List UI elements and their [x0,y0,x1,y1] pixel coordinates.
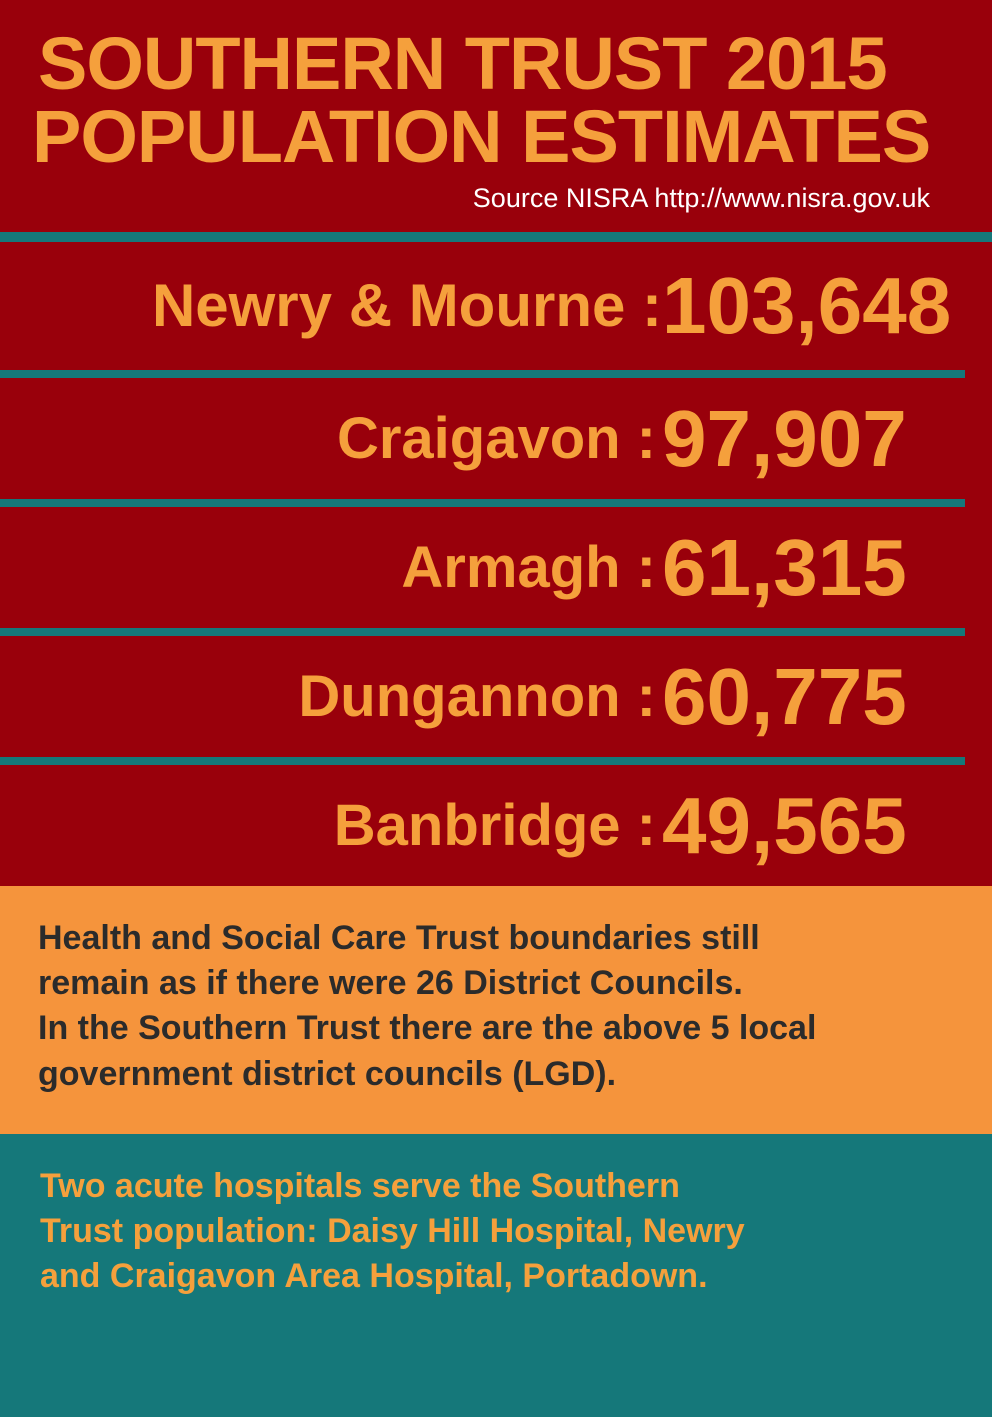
header-divider [0,232,917,242]
row-value: 97,907 [662,393,907,483]
hospitals-note [0,1134,992,1319]
row-label: Newry & Mourne : [151,272,662,339]
table-row [0,765,992,886]
row-value: 61,315 [662,522,907,612]
source-attribution: Source NISRA http://www.nisra.gov.uk [472,183,930,214]
boundaries-note [0,886,992,1134]
row-divider [0,757,965,765]
footer-line-1: Two acute hospitals serve the Southern [40,1167,680,1205]
note-line-4: government district councils (LGD). [38,1054,617,1093]
row-label: Craigavon : [336,405,656,471]
population-table [0,242,992,886]
row-value: 49,565 [662,780,907,870]
note-line-1: Health and Social Care Trust boundaries still [38,919,760,957]
table-row [0,507,992,628]
poster-header [0,0,992,232]
table-row [0,242,992,370]
row-divider [0,628,965,636]
footer-line-2: Trust population: Daisy Hill Hospital, Newry [40,1211,745,1250]
page-title-line-1: SOUTHERN TRUST 2015 [38,22,887,105]
table-row [0,378,992,499]
note-line-2: remain as if there were 26 District Councils. [38,964,743,1003]
page-title-line-2: POPULATION ESTIMATES [32,94,931,178]
table-row [0,636,992,757]
row-label: Dungannon : [298,663,656,729]
row-label: Armagh : [401,534,656,600]
note-line-3: In the Southern Trust there are the above 5 local [38,1009,817,1048]
row-label: Banbridge : [333,792,656,858]
row-value: 103,648 [662,261,952,350]
row-divider [0,499,965,507]
footer-line-3: and Craigavon Area Hospital, Portadown. [40,1256,708,1295]
row-divider [0,370,965,378]
row-value: 60,775 [662,651,907,741]
